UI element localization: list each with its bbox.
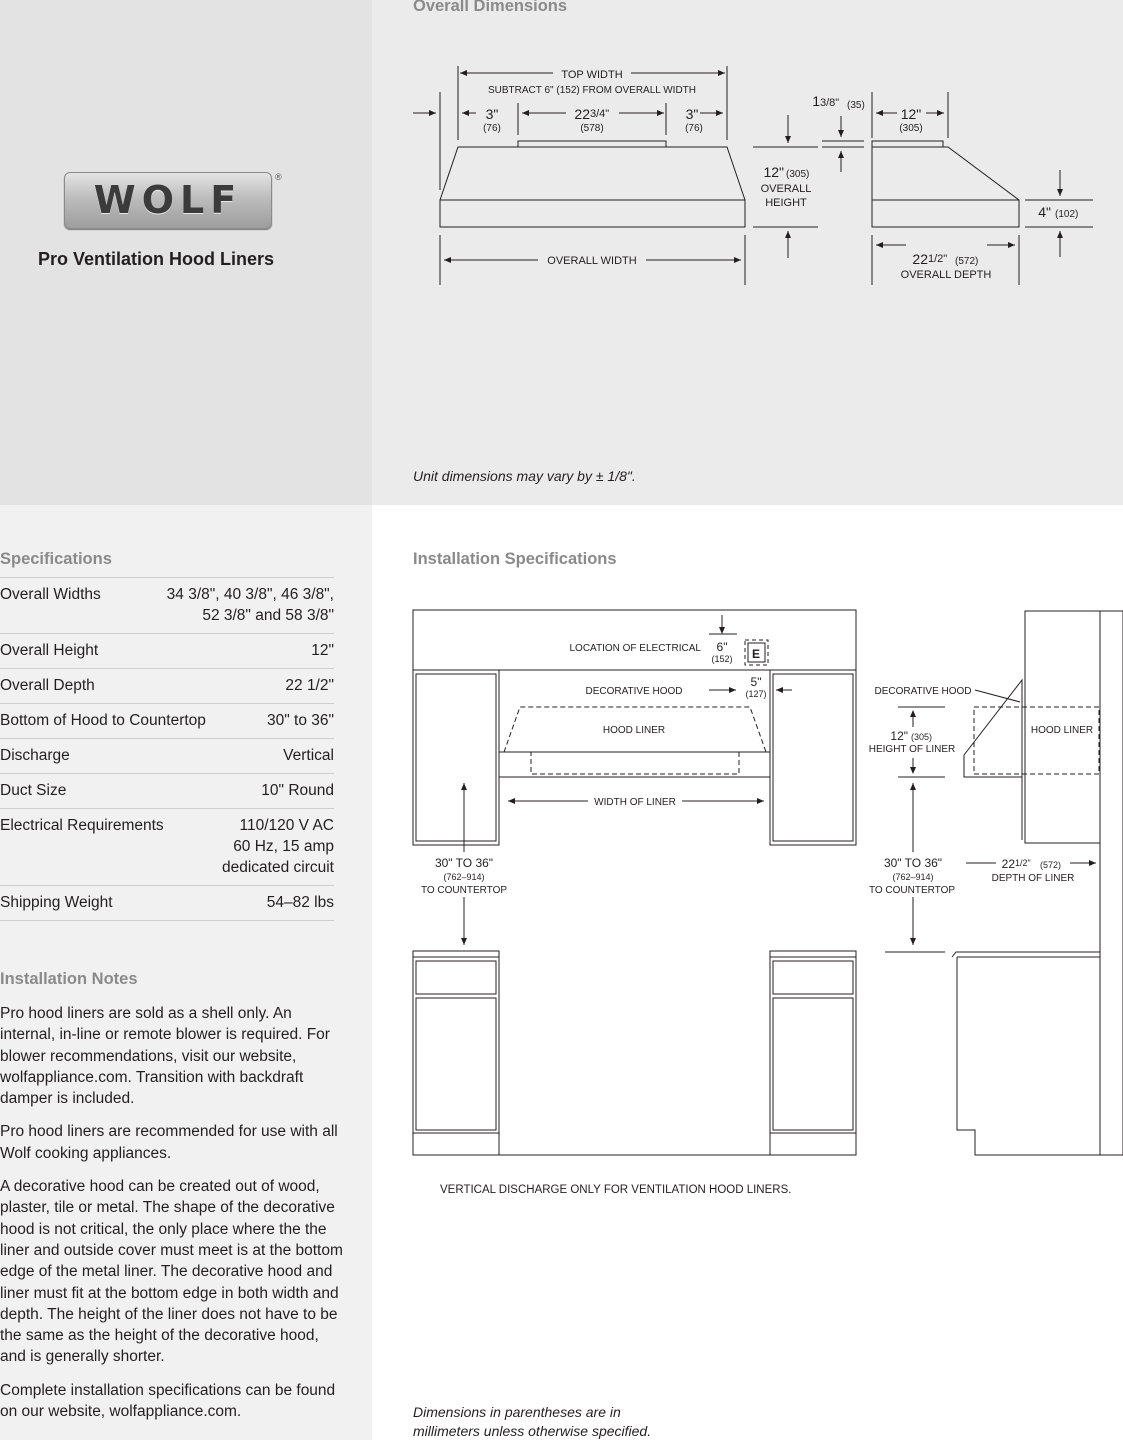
spec-value: 30" to 36" — [266, 712, 334, 729]
spec-value: 12" — [311, 642, 334, 659]
drawing-line — [718, 70, 725, 76]
hood-liner-label-side: HOOD LINER — [1030, 725, 1094, 736]
subtract-note: SUBTRACT 6" (152) FROM OVERALL WIDTH — [487, 85, 697, 96]
height-label-2: HEIGHT — [765, 197, 807, 209]
drawing-line — [413, 951, 499, 1155]
hood-liner-label: HOOD LINER — [602, 725, 666, 736]
liner-depth-whole: 22 — [1001, 857, 1015, 871]
drawing-line — [416, 998, 496, 1130]
drawing-line — [716, 110, 723, 116]
drawing-line — [734, 257, 741, 263]
drawing-line — [429, 70, 1063, 263]
side-offset: 5" — [750, 675, 762, 689]
drawing-line — [461, 783, 467, 790]
note-paragraph: Complete installation specifications can be found on our website, wolfappliance.com. — [0, 1381, 336, 1421]
discharge-note: VERTICAL DISCHARGE ONLY FOR VENTILATION HOOD LINERS. — [440, 1184, 792, 1196]
decorative-hood-label-side: DECORATIVE HOOD — [874, 686, 972, 697]
spec-label: Shipping Weight — [0, 894, 113, 911]
drawing-line — [910, 783, 916, 790]
drawing-line — [1089, 860, 1096, 866]
top-width-label: TOP WIDTH — [561, 69, 623, 81]
counter-range-side: 30" TO 36" — [883, 856, 943, 870]
drawing-line — [785, 136, 791, 143]
drawing-line — [531, 752, 739, 774]
drawing-line — [729, 687, 736, 693]
electrical-offset: 6" — [716, 640, 728, 654]
collar-whole: 1 — [812, 93, 820, 109]
spec-value: 22 1/2" — [285, 677, 334, 694]
depth-of-liner-label: DEPTH OF LINER — [991, 873, 1075, 884]
drawing-line — [429, 110, 436, 116]
side-offset-mm: (127) — [745, 689, 767, 699]
counter-range-mm-side: (762–914) — [892, 872, 934, 882]
electrical-offset-mm: (152) — [711, 654, 733, 664]
liner-depth-frac: 1/2" — [1015, 858, 1031, 868]
spec-label: Overall Depth — [0, 677, 95, 694]
height-value: 12" — [763, 164, 784, 180]
spec-label: Overall Widths — [0, 586, 101, 603]
drawing-line — [444, 257, 451, 263]
height-mm: (305) — [786, 169, 810, 180]
drawing-line — [416, 961, 496, 994]
front-height-mm: (102) — [1055, 209, 1079, 220]
liner-height: 12" — [890, 729, 908, 743]
wolf-logo — [64, 172, 272, 229]
counter-range-mm: (762–914) — [443, 872, 485, 882]
spec-row — [0, 739, 334, 774]
drawing-line — [937, 110, 944, 116]
drawing-line — [838, 151, 844, 158]
depth-mm: (572) — [955, 256, 979, 267]
depth-frac: 1/2" — [928, 253, 948, 265]
specifications-heading: Specifications — [0, 550, 112, 568]
drawing-line — [522, 110, 529, 116]
height-of-liner-label: HEIGHT OF LINER — [868, 744, 956, 755]
drawing-line — [461, 627, 1096, 945]
to-countertop-side: TO COUNTERTOP — [868, 885, 956, 896]
collar-mm: (35) — [847, 100, 865, 111]
electrical-box: E — [751, 647, 761, 661]
spec-row — [0, 669, 334, 704]
spec-value: 34 3/8", 40 3/8", 46 3/8", 52 3/8" and 58 3/8" — [166, 586, 334, 624]
drawing-line — [461, 938, 467, 945]
drawing-line — [872, 141, 943, 147]
drawing-line — [838, 130, 844, 137]
drawing-line — [910, 710, 916, 717]
drawing-line — [957, 957, 1100, 1155]
installation-diagram — [372, 590, 1123, 1210]
logo-text: WOLF — [93, 178, 243, 222]
spec-row — [0, 634, 334, 669]
installation-notes-heading: Installation Notes — [0, 970, 138, 988]
drawing-line — [770, 951, 856, 1155]
specifications-table — [0, 577, 334, 921]
drawing-line — [1057, 189, 1063, 196]
overall-dimensions-heading: Overall Dimensions — [413, 0, 568, 15]
note-paragraph: Pro hood liners are recommended for use with all Wolf cooking appliances. — [0, 1123, 338, 1162]
hood-front-outline — [440, 200, 745, 227]
to-countertop: TO COUNTERTOP — [420, 885, 508, 896]
drawing-line — [413, 610, 856, 670]
product-title: Pro Ventilation Hood Liners — [38, 249, 275, 269]
center-width-whole: 22 — [574, 106, 590, 122]
spec-label: Electrical Requirements — [0, 817, 164, 834]
spec-label: Duct Size — [0, 782, 67, 799]
top-depth-mm: (305) — [899, 123, 923, 134]
drawing-line — [910, 938, 916, 945]
height-label-1: OVERALL — [760, 183, 812, 195]
spec-label: Overall Height — [0, 642, 99, 659]
drawing-line — [773, 998, 853, 1130]
drawing-line — [1008, 242, 1015, 248]
spec-value: 10" Round — [261, 782, 334, 799]
drawing-line — [770, 670, 856, 845]
drawing-line — [657, 110, 664, 116]
overall-depth-label: OVERALL DEPTH — [900, 269, 992, 281]
liner-height-mm: (305) — [911, 732, 933, 742]
hood-side-outline — [872, 200, 1019, 227]
spec-value: Vertical — [283, 747, 334, 764]
top-depth: 12" — [900, 106, 922, 122]
spec-row — [0, 578, 334, 634]
overall-dimensions-diagram — [372, 0, 1123, 505]
right-margin: 3" — [685, 106, 699, 122]
spec-row — [0, 774, 334, 809]
liner-depth-mm: (572) — [1040, 860, 1062, 870]
spec-label: Discharge — [0, 747, 70, 764]
drawing-line — [413, 670, 499, 845]
hood-side-slope — [872, 147, 1019, 200]
drawing-line — [773, 674, 853, 841]
right-margin-mm: (76) — [685, 123, 703, 134]
spec-value: 54–82 lbs — [266, 894, 334, 911]
depth-whole: 22 — [912, 251, 928, 267]
center-width-mm: (578) — [580, 123, 604, 134]
tolerance-note: Unit dimensions may vary by ± 1/8". — [413, 468, 636, 484]
drawing-line — [460, 70, 467, 76]
drawing-line — [776, 687, 783, 693]
spec-row — [0, 809, 334, 886]
registered-mark: ® — [275, 172, 282, 182]
collar-frac: 3/8" — [820, 97, 840, 109]
overall-width-label: OVERALL WIDTH — [547, 255, 637, 267]
installation-notes — [0, 1003, 348, 1434]
width-of-liner-label: WIDTH OF LINER — [594, 797, 676, 808]
drawing-line — [876, 110, 883, 116]
left-margin-mm: (76) — [483, 123, 501, 134]
drawing-line — [1057, 231, 1063, 238]
center-width-frac: 3/4" — [590, 108, 610, 120]
spec-label: Bottom of Hood to Countertop — [0, 712, 206, 729]
spec-row — [0, 704, 334, 739]
hood-collar — [518, 141, 666, 147]
left-margin: 3" — [485, 106, 499, 122]
electrical-label: LOCATION OF ELECTRICAL — [569, 643, 701, 654]
counter-range: 30" TO 36" — [434, 856, 494, 870]
drawing-line — [508, 798, 515, 804]
installation-specifications-heading: Installation Specifications — [413, 550, 617, 568]
drawing-line — [462, 110, 469, 116]
spec-row — [0, 886, 334, 921]
drawing-line — [719, 627, 725, 634]
drawing-line — [416, 674, 496, 841]
mm-note-line-1: Dimensions in parentheses are in — [413, 1404, 621, 1420]
drawing-line — [952, 952, 1100, 957]
drawing-line — [773, 961, 853, 994]
drawing-line — [1100, 611, 1123, 1155]
spec-value: 110/120 V AC 60 Hz, 15 amp dedicated circuit — [221, 817, 334, 876]
drawing-line — [876, 242, 883, 248]
mm-note-line-2: millimeters unless otherwise specified. — [413, 1423, 652, 1439]
hood-front-slope — [440, 147, 745, 200]
front-height: 4" — [1038, 204, 1051, 220]
drawing-line — [910, 767, 916, 774]
note-paragraph: Pro hood liners are sold as a shell only. An internal, in-line or remote blower is required. For blower recommendations, visit our website, wolfappliance.com. Transition with backdraft damper is included. — [0, 1005, 330, 1108]
drawing-line — [413, 66, 1093, 285]
decorative-hood-label: DECORATIVE HOOD — [585, 686, 683, 697]
note-paragraph: A decorative hood can be created out of wood, plaster, tile or metal. The shape of the decorative hood is not critical, the only place where the the liner and outside cover must meet is at the bottom edge of the metal liner. The decorative hood and liner must fit at the bottom edge in both width and depth. The height of the liner does not have to be the same as the height of the decorative hood, and is generally shorter. — [0, 1178, 343, 1366]
drawing-line — [757, 798, 764, 804]
drawing-line — [785, 231, 791, 238]
